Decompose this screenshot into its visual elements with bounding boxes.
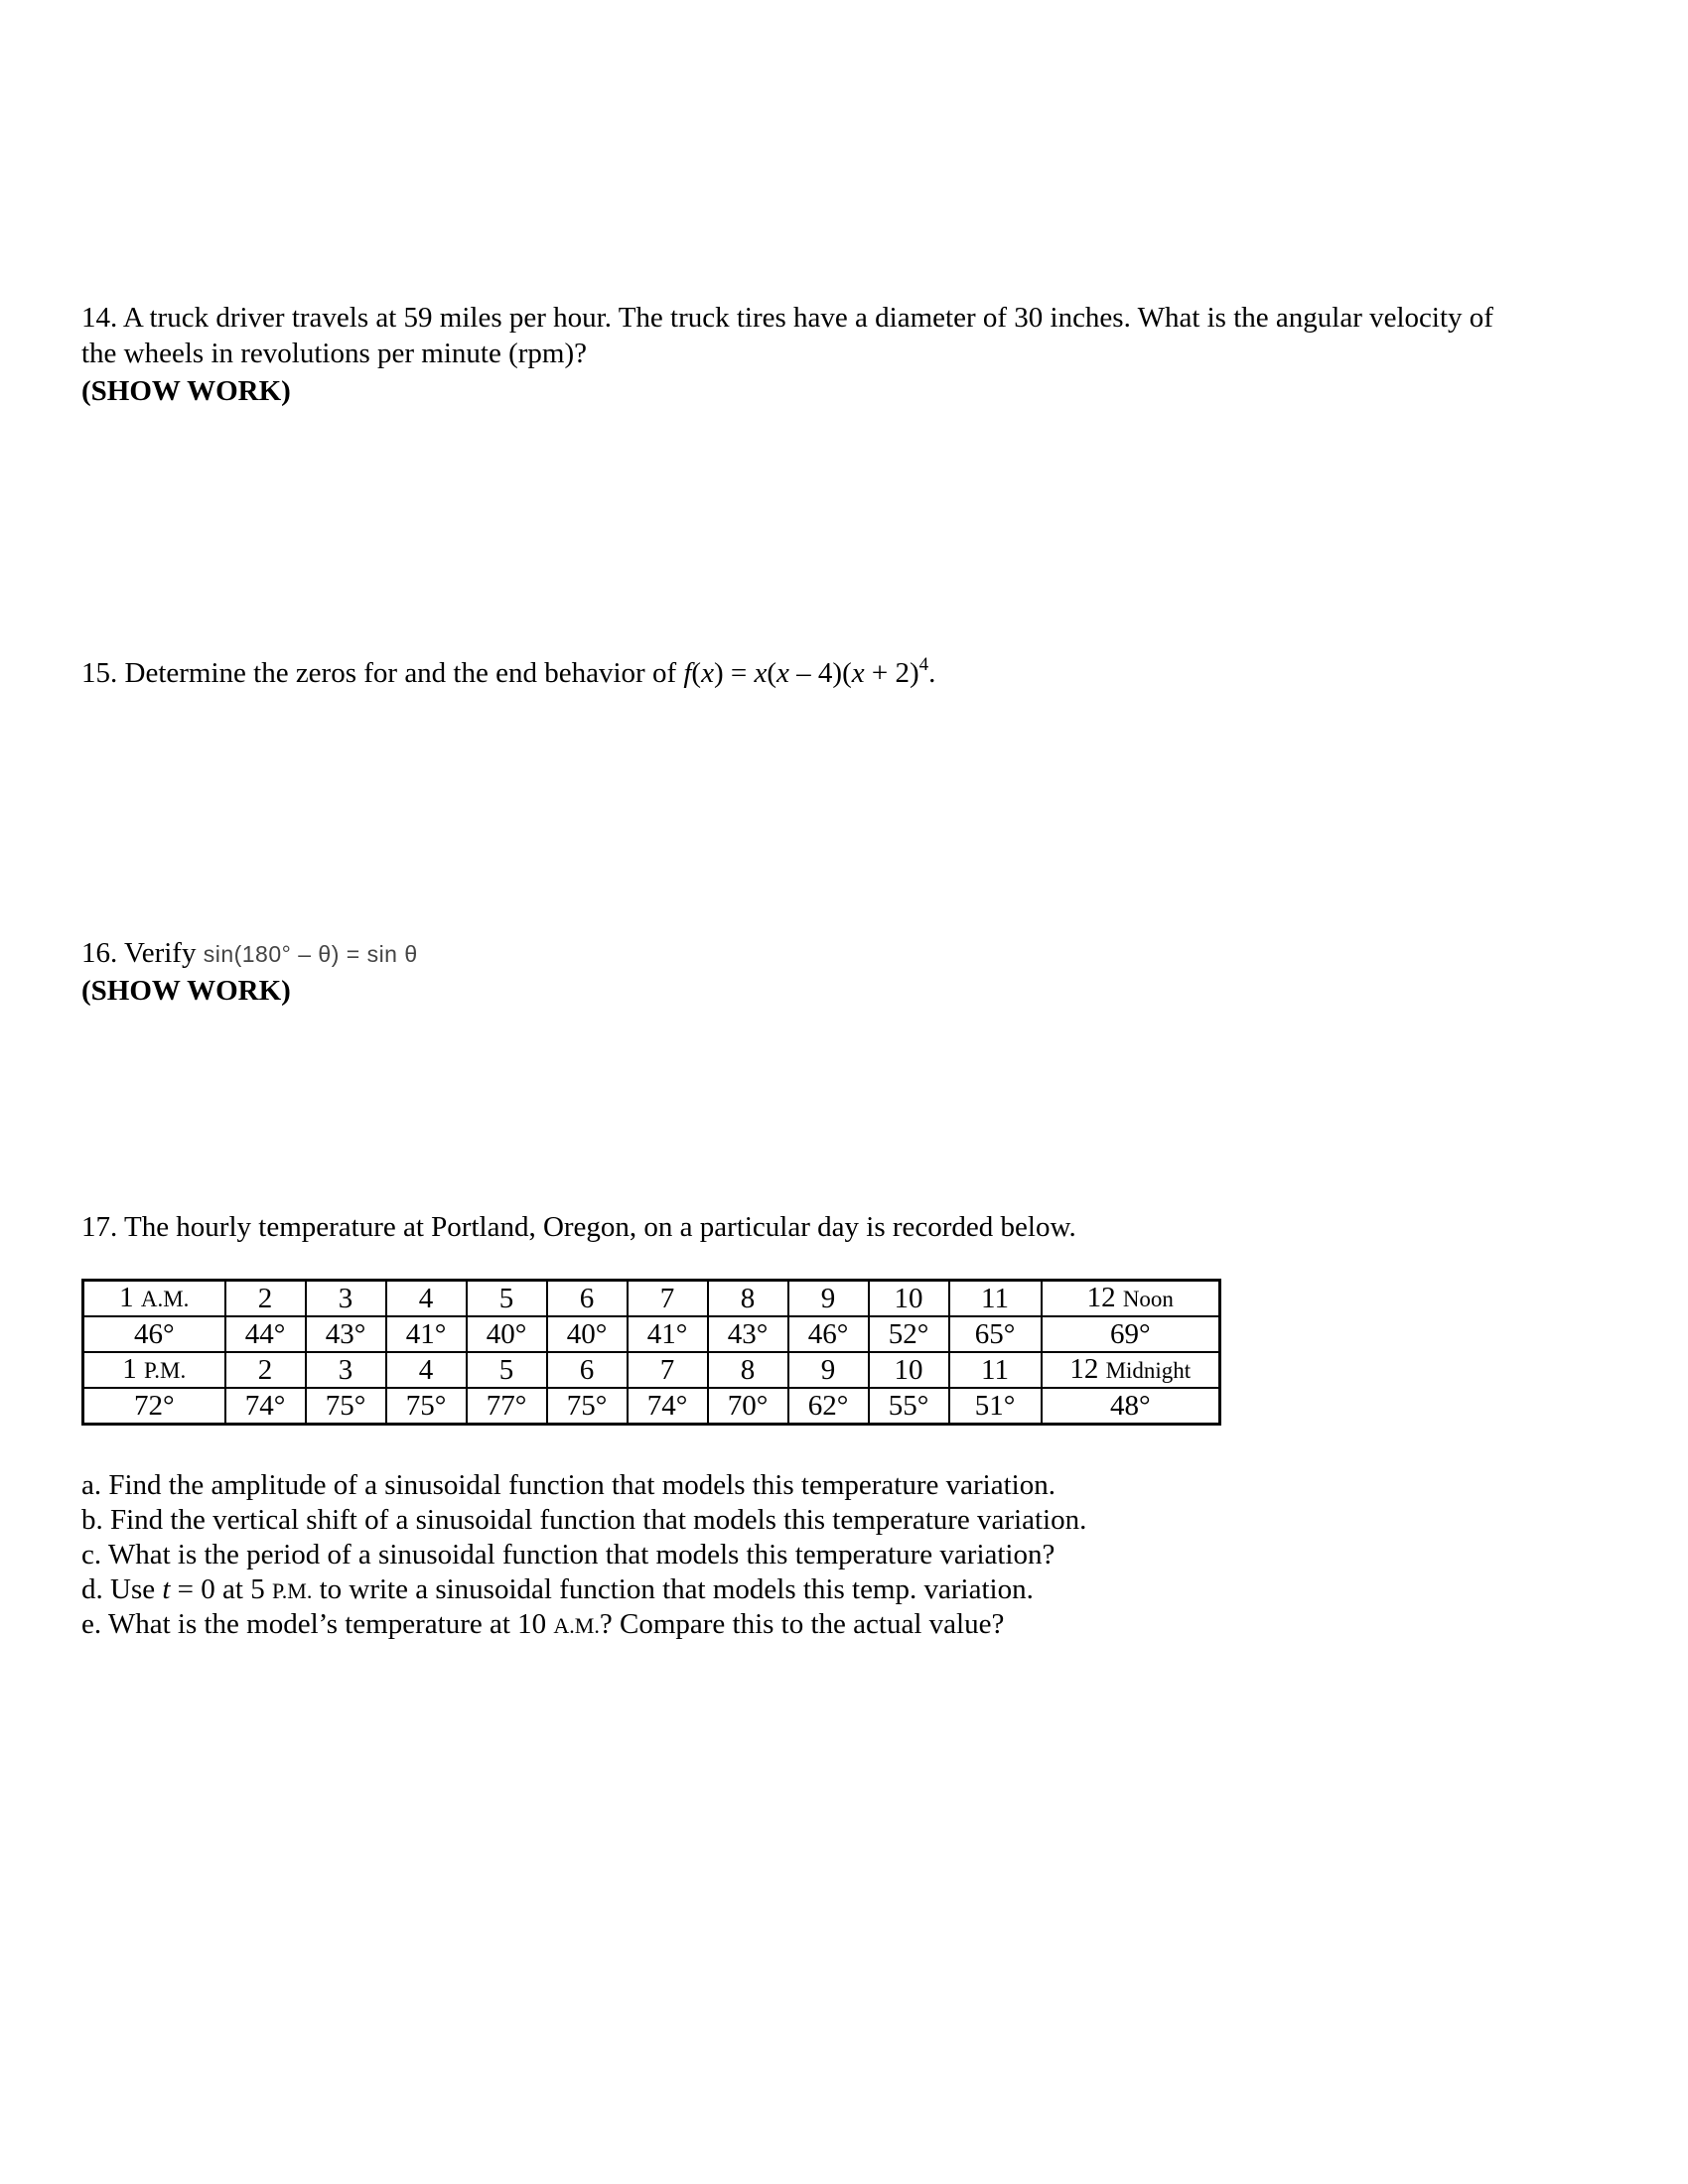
temperature-cell: 48°	[1042, 1388, 1220, 1425]
hour-cell	[949, 1352, 1042, 1388]
hour-number: 1	[122, 1353, 137, 1385]
q15-text	[81, 655, 935, 691]
hour-cell	[386, 1352, 467, 1388]
temperature-cell: 44°	[225, 1316, 306, 1352]
q15-paren: (	[767, 657, 777, 689]
hour-cell	[628, 1281, 708, 1317]
hour-cell	[1042, 1352, 1220, 1388]
hour-cell	[225, 1281, 306, 1317]
hour-cell	[467, 1281, 547, 1317]
q14-show-work: (SHOW WORK)	[81, 375, 291, 407]
hour-cell	[547, 1352, 628, 1388]
q15-prefix: 15. Determine the zeros for and the end behavior of	[81, 657, 684, 689]
hour-number: 9	[820, 1354, 836, 1386]
hour-cell	[708, 1352, 788, 1388]
hour-cell	[788, 1352, 869, 1388]
q15-factor: – 4)(	[788, 657, 852, 689]
temperature-cell: 75°	[547, 1388, 628, 1425]
temperature-cell: 51°	[949, 1388, 1042, 1425]
hour-number: 8	[740, 1354, 756, 1386]
hour-number: 4	[418, 1354, 434, 1386]
hour-number: 11	[981, 1354, 1009, 1386]
hour-number: 7	[659, 1354, 675, 1386]
temperature-cell: 72°	[83, 1388, 225, 1425]
hour-cell	[788, 1281, 869, 1317]
temperature-cell: 74°	[628, 1388, 708, 1425]
part-d-text: d. Use	[81, 1573, 163, 1605]
part-e-text: ? Compare this to the actual value?	[599, 1608, 1005, 1640]
hour-number: 12	[1069, 1353, 1099, 1385]
hour-number: 10	[894, 1283, 923, 1314]
temperature-cell: 52°	[869, 1316, 949, 1352]
hour-cell	[83, 1281, 225, 1317]
hour-cell	[547, 1281, 628, 1317]
hour-number: 9	[820, 1283, 836, 1314]
q15-factor: + 2)	[864, 657, 919, 689]
am-temps-row	[83, 1316, 1220, 1352]
temperature-cell: 75°	[386, 1388, 467, 1425]
temperature-cell: 41°	[628, 1316, 708, 1352]
q14-line2: the wheels in revolutions per minute (rpm)?	[81, 338, 587, 369]
part-e-am: A.M.	[553, 1613, 600, 1638]
hour-cell	[467, 1352, 547, 1388]
hour-suffix: A.M.	[140, 1287, 190, 1311]
hour-suffix: Midnight	[1105, 1358, 1192, 1383]
hour-number: 12	[1086, 1282, 1116, 1313]
temperature-cell: 70°	[708, 1388, 788, 1425]
hour-cell	[869, 1281, 949, 1317]
hour-number: 6	[579, 1354, 595, 1386]
hour-cell	[386, 1281, 467, 1317]
temperature-cell: 55°	[869, 1388, 949, 1425]
q17-part-a: a. Find the amplitude of a sinusoidal function that models this temperature variation.	[81, 1469, 1055, 1501]
q17-part-b: b. Find the vertical shift of a sinusoidal function that models this temperature variation.	[81, 1504, 1087, 1536]
q17-intro: 17. The hourly temperature at Portland, Oregon, on a particular day is recorded below.	[81, 1211, 1076, 1243]
hour-number: 8	[740, 1283, 756, 1314]
temperature-cell: 69°	[1042, 1316, 1220, 1352]
hour-cell	[949, 1281, 1042, 1317]
pm-temps-row	[83, 1388, 1220, 1425]
hour-suffix: P.M.	[144, 1358, 187, 1383]
hour-cell	[83, 1352, 225, 1388]
hour-cell	[1042, 1281, 1220, 1317]
hour-number: 10	[894, 1354, 923, 1386]
temperature-cell: 65°	[949, 1316, 1042, 1352]
q15-f: f	[683, 657, 692, 689]
temperature-cell: 77°	[467, 1388, 547, 1425]
hour-number: 11	[981, 1283, 1009, 1314]
hour-cell	[628, 1352, 708, 1388]
q16-text	[81, 935, 418, 972]
temperature-table	[81, 1279, 1221, 1426]
hour-number: 6	[579, 1283, 595, 1314]
temperature-cell: 40°	[467, 1316, 547, 1352]
temperature-cell: 41°	[386, 1316, 467, 1352]
hour-number: 3	[338, 1354, 353, 1386]
temperature-cell: 43°	[306, 1316, 386, 1352]
q16-equation-image: sin(180° – θ) = sin θ	[203, 941, 418, 967]
q15-var-x: x	[776, 657, 789, 689]
q14-line1: 14. A truck driver travels at 59 miles per hour. The truck tires have a diameter of 30 inches. What is the angular velocity of	[81, 302, 1493, 334]
temperature-cell: 46°	[788, 1316, 869, 1352]
am-hours-row	[83, 1281, 1220, 1317]
part-d-text: to write a sinusoidal function that models this temp. variation.	[312, 1573, 1034, 1605]
hour-number: 7	[659, 1283, 675, 1314]
hour-cell	[708, 1281, 788, 1317]
q15-var-x: x	[851, 657, 865, 689]
part-d-pm: P.M.	[271, 1578, 313, 1603]
q15-exponent: 4	[918, 654, 929, 675]
hour-number: 3	[338, 1283, 353, 1314]
q17-part-d	[81, 1571, 1034, 1609]
hour-number: 2	[257, 1283, 273, 1314]
pm-hours-row	[83, 1352, 1220, 1388]
part-d-var-t: t	[162, 1573, 171, 1605]
hour-cell	[225, 1352, 306, 1388]
q15-equals: ) =	[713, 657, 755, 689]
q15-paren: (	[691, 657, 702, 689]
q17-part-c: c. What is the period of a sinusoidal function that models this temperature variation?	[81, 1539, 1055, 1570]
hour-number: 2	[257, 1354, 273, 1386]
hour-number: 4	[418, 1283, 434, 1314]
hour-cell	[306, 1352, 386, 1388]
q17-part-e	[81, 1606, 1004, 1644]
temperature-cell: 62°	[788, 1388, 869, 1425]
temperature-cell: 46°	[83, 1316, 225, 1352]
hour-suffix: Noon	[1122, 1287, 1174, 1311]
hour-cell	[306, 1281, 386, 1317]
q15-var-x: x	[754, 657, 768, 689]
q15-var-x: x	[701, 657, 714, 689]
temperature-cell: 74°	[225, 1388, 306, 1425]
part-d-text: = 0 at 5	[170, 1573, 272, 1605]
hour-number: 1	[119, 1282, 134, 1313]
temperature-cell: 43°	[708, 1316, 788, 1352]
temperature-cell: 75°	[306, 1388, 386, 1425]
part-e-text: e. What is the model’s temperature at 10	[81, 1608, 554, 1640]
q16-show-work: (SHOW WORK)	[81, 975, 291, 1007]
q16-prefix: 16. Verify	[81, 937, 204, 969]
q15-period: .	[928, 657, 936, 689]
hour-cell	[869, 1352, 949, 1388]
hour-number: 5	[498, 1283, 514, 1314]
hour-number: 5	[498, 1354, 514, 1386]
temperature-cell: 40°	[547, 1316, 628, 1352]
